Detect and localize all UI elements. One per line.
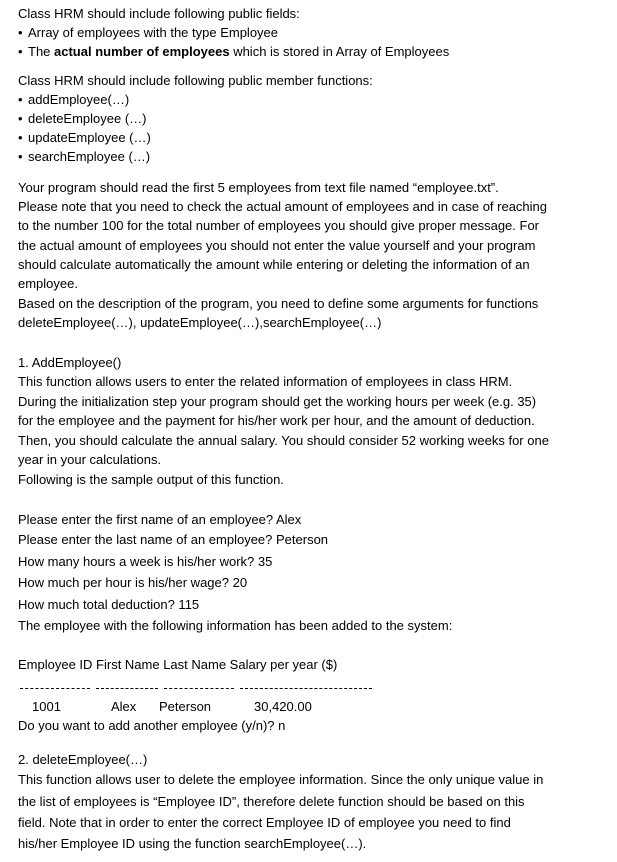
section1-line: Following is the sample output of this function.	[18, 472, 284, 487]
header-divider	[240, 688, 372, 689]
section2-line: This function allows user to delete the employee information. Since the only unique value in	[18, 772, 544, 787]
header-divider	[164, 688, 234, 689]
section1-line: Then, you should calculate the annual salary. You should consider 52 working weeks for one	[18, 433, 549, 448]
intro-line: Based on the description of the program, you need to define some arguments for functions	[18, 296, 539, 311]
section2-line: his/her Employee ID using the function searchEmployee(…).	[18, 836, 367, 851]
sample-row-last-name: Peterson	[159, 699, 212, 714]
function-item-add: • addEmployee(…)	[18, 92, 129, 108]
function-item-delete: • deleteEmployee (…)	[18, 111, 147, 127]
intro-line: employee.	[18, 276, 78, 291]
section2-line: the list of employees is “Employee ID”, therefore delete function should be based on this	[18, 794, 525, 809]
sample-prompt: The employee with the following information has been added to the system:	[18, 618, 453, 633]
section1-line: year in your calculations.	[18, 452, 162, 467]
intro-line: should calculate automatically the amount while entering or deleting the information of an	[18, 257, 530, 272]
intro-line: deleteEmployee(…), updateEmployee(…),searchEmployee(…)	[18, 315, 382, 330]
intro-line: to the number 100 for the total number of employees you should give proper message. For	[18, 218, 540, 233]
header-divider	[96, 688, 158, 689]
sample-prompt: Please enter the first name of an employee? Alex	[18, 512, 302, 527]
section1-line: This function allows users to enter the related information of employees in class HRM.	[18, 374, 513, 389]
functions-heading: Class HRM should include following public member functions:	[18, 73, 373, 88]
sample-add-another-prompt: Do you want to add another employee (y/n)? n	[18, 718, 286, 733]
fields-heading: Class HRM should include following public fields:	[18, 6, 300, 21]
intro-line: the actual amount of employees you should not enter the value yourself and your program	[18, 238, 536, 253]
sample-prompt: How many hours a week is his/her work? 35	[18, 554, 273, 569]
sample-prompt: How much total deduction? 115	[18, 597, 200, 612]
sample-row-salary: 30,420.00	[254, 699, 312, 714]
sample-row-first-name: Alex	[111, 699, 137, 714]
section1-line: During the initialization step your program should get the working hours per week (e.g. 35)	[18, 394, 537, 409]
sample-table-header: Employee ID First Name Last Name Salary per year ($)	[18, 657, 338, 672]
section2-title: 2. deleteEmployee(…)	[18, 752, 148, 767]
field-item-employees-array: • Array of employees with the type Employee	[18, 25, 278, 41]
sample-prompt: Please enter the last name of an employee? Peterson	[18, 532, 329, 547]
function-item-search: • searchEmployee (…)	[18, 149, 150, 165]
section2-line: field. Note that in order to enter the correct Employee ID of employee you need to find	[18, 815, 511, 830]
sample-row-id: 1001	[32, 699, 61, 714]
function-item-update: • updateEmployee (…)	[18, 130, 151, 146]
field-item-bold-text: actual number of employees	[54, 44, 230, 59]
sample-prompt: How much per hour is his/her wage? 20	[18, 575, 248, 590]
field-item-employee-count	[18, 44, 449, 60]
section1-title: 1. AddEmployee()	[18, 355, 122, 370]
header-divider	[20, 688, 90, 689]
section1-line: for the employee and the payment for his/her work per hour, and the amount of deduction.	[18, 413, 535, 428]
field-item-text: The	[28, 44, 55, 59]
intro-line: Your program should read the first 5 employees from text file named “employee.txt”.	[18, 180, 499, 195]
intro-line: Please note that you need to check the actual amount of employees and in case of reaching	[18, 199, 548, 214]
field-item-text: which is stored in Array of Employees	[229, 44, 450, 59]
